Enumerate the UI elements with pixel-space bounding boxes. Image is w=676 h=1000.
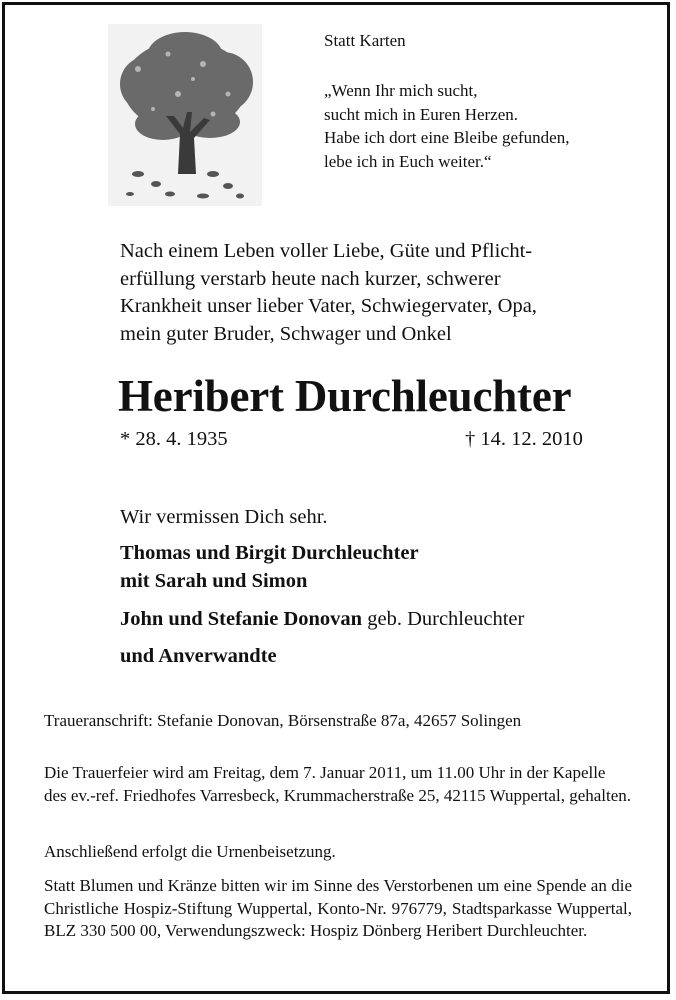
quote-block [324, 79, 569, 173]
intro-line: Nach einem Leben voller Liebe, Güte und Pflicht- [120, 240, 533, 262]
family-john-name: John und Stefanie Donovan [120, 608, 363, 630]
tree-icon [108, 24, 262, 206]
mourning-address: Traueranschrift: Stefanie Donovan, Börsenstraße 87a, 42657 Solingen [44, 711, 522, 730]
donation-request: Statt Blumen und Kränze bitten wir im Sinne des Verstorbenen um eine Spende an die Christliche Hospiz-Stiftung Wuppertal, Konto-Nr. 976779, Stadtsparkasse Wuppertal, BLZ 330 500 00, Verwendungszweck: Hospiz Dönberg Heribert Durchleuchter. [44, 876, 632, 940]
miss-line: Wir vermissen Dich sehr. [120, 506, 328, 528]
birth-date: * 28. 4. 1935 [120, 428, 228, 450]
intro-line: Krankheit unser lieber Vater, Schwiegervater, Opa, [120, 295, 537, 317]
death-date: † 14. 12. 2010 [465, 428, 583, 450]
quote-line: sucht mich in Euren Herzen. [324, 104, 519, 124]
funeral-info: Die Trauerfeier wird am Freitag, dem 7. Januar 2011, um 11.00 Uhr in der Kapelle des ev.-ref. Friedhofes Varresbeck, Krummacherstraße 25, 42115 Wuppertal, gehalten. [44, 763, 632, 805]
notice-header: Statt Karten [324, 31, 406, 50]
intro-line: mein guter Bruder, Schwager und Onkel [120, 322, 452, 345]
family-relatives: und Anverwandte [120, 645, 277, 667]
quote-line: lebe ich in Euch weiter.“ [324, 151, 492, 171]
quote-line: „Wenn Ihr mich sucht, [324, 81, 478, 100]
family-john [120, 608, 524, 631]
family-thomas [120, 539, 419, 595]
quote-line: Habe ich dort eine Bleibe gefunden, [324, 128, 570, 147]
intro-text [120, 238, 537, 348]
family-line: mit Sarah und Simon [120, 570, 308, 592]
family-line: Thomas und Birgit Durchleuchter [120, 542, 419, 564]
intro-line: erfüllung verstarb heute nach kurzer, schwerer [120, 267, 501, 290]
deceased-name: Heribert Durchleuchter [118, 371, 572, 421]
family-john-maiden: geb. Durchleuchter [362, 608, 525, 630]
urn-burial: Anschließend erfolgt die Urnenbeisetzung. [44, 842, 336, 861]
